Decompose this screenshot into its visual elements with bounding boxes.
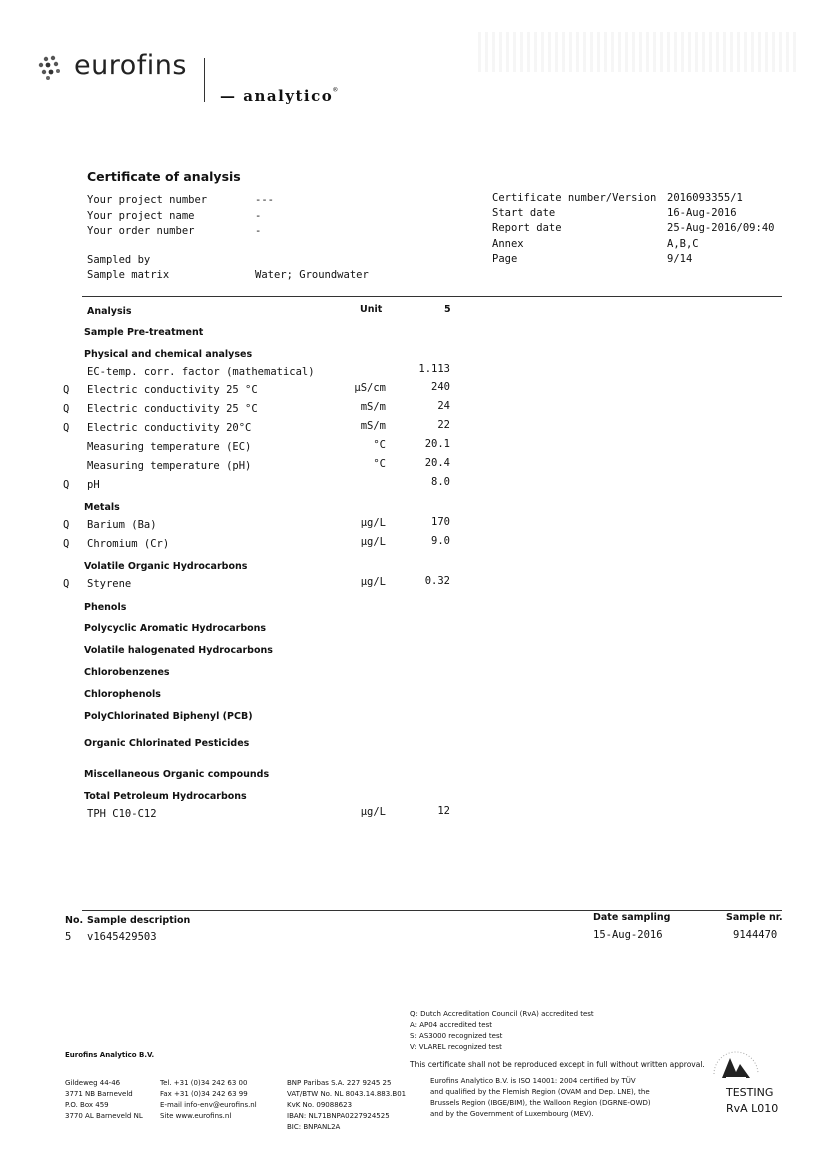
bank-line: KvK No. 09088623 (287, 1101, 353, 1109)
accreditation-flag: Q (63, 538, 70, 550)
accreditation-flag: Q (63, 384, 70, 396)
table-row-unit: µg/L (360, 806, 386, 818)
accreditation-legend (410, 1009, 594, 1053)
table-row-label: Measuring temperature (EC) (87, 441, 252, 453)
table-row-value: 0.32 (424, 575, 450, 587)
footer-address (65, 1078, 143, 1122)
certificate-label: Report date (492, 222, 562, 235)
table-group-heading: Phenols (84, 602, 127, 613)
table-row-value: 8.0 (431, 476, 450, 488)
sub-brand-name: — analytico (220, 87, 334, 105)
contact-line: Site www.eurofins.nl (160, 1112, 232, 1120)
table-row-value: 1.113 (418, 363, 450, 375)
table-group-heading: Polycyclic Aromatic Hydrocarbons (84, 623, 267, 634)
table-group-heading: Metals (84, 502, 120, 513)
table-row-value: 20.4 (424, 457, 450, 469)
certificate-label: Start date (492, 207, 556, 220)
table-group-heading: Miscellaneous Organic compounds (84, 769, 270, 780)
certificate-label: Page (492, 252, 518, 265)
table-group-heading: PolyChlorinated Biphenyl (PCB) (84, 711, 253, 722)
table-row-unit: mS/m (360, 401, 386, 413)
accreditation-flag: Q (63, 578, 70, 590)
table-row-value: 20.1 (424, 438, 450, 450)
contact-line: Tel. +31 (0)34 242 63 00 (160, 1079, 248, 1087)
iso-line: and qualified by the Flemish Region (OVAM and Dep. LNE), the (430, 1088, 650, 1096)
col-unit: Unit (360, 304, 383, 315)
table-row-unit: °C (373, 458, 386, 470)
table-row-value: 24 (437, 400, 450, 412)
project-label: Your project name (87, 209, 195, 222)
rva-code: RvA L010 (726, 1102, 779, 1115)
col-sample-nr: Sample nr. (726, 912, 783, 923)
sample-info-label: Sample matrix (87, 269, 170, 281)
col-sample: 5 (444, 304, 451, 315)
sample-table-rule (82, 910, 782, 911)
table-row-label: Electric conductivity 25 °C (87, 384, 258, 396)
certificate-value: A,B,C (667, 237, 699, 250)
col-description: Sample description (87, 915, 191, 926)
table-row-label: TPH C10-C12 (87, 808, 157, 820)
table-row-value: 22 (437, 419, 450, 431)
table-top-rule (82, 296, 782, 297)
table-row-unit: µg/L (360, 576, 386, 588)
table-row-value: 12 (437, 805, 450, 817)
sub-brand (220, 86, 337, 105)
sample-info-label: Sampled by (87, 254, 151, 266)
table-group-heading: Chlorobenzenes (84, 667, 170, 678)
contact-line: E-mail info-env@eurofins.nl (160, 1101, 257, 1109)
table-row-label: pH (87, 479, 100, 491)
table-row-label: Barium (Ba) (87, 519, 157, 531)
rva-mark-icon (706, 1044, 766, 1084)
table-group-heading: Physical and chemical analyses (84, 349, 253, 360)
table-row-unit: °C (373, 439, 386, 451)
sample-number: 9144470 (733, 929, 778, 941)
iso-line: and by the Government of Luxembourg (MEV). (430, 1110, 594, 1118)
project-label: Your project number (87, 194, 208, 206)
certificate-value: 25-Aug-2016/09:40 (667, 222, 775, 235)
address-line: 3771 NB Barneveld (65, 1090, 133, 1098)
col-date-sampling: Date sampling (593, 912, 671, 923)
table-row-label: Electric conductivity 20°C (87, 422, 252, 434)
project-value: - (255, 225, 262, 237)
footer-contact (160, 1078, 257, 1122)
contact-line: Fax +31 (0)34 242 63 99 (160, 1090, 248, 1098)
accreditation-flag: Q (63, 519, 70, 531)
iso-line: Brussels Region (IBGE/BIM), the Walloon Region (DGRNE-OWD) (430, 1099, 651, 1107)
address-line: Gildeweg 44-46 (65, 1079, 121, 1087)
table-group-heading: Total Petroleum Hydrocarbons (84, 791, 247, 802)
sample-date: 15-Aug-2016 (593, 929, 663, 941)
table-row-label: Styrene (87, 578, 132, 590)
registered-mark: ® (333, 86, 338, 94)
table-row-label: Measuring temperature (pH) (87, 460, 252, 472)
sample-info-value: Water; Groundwater (255, 269, 369, 281)
bank-line: VAT/BTW No. NL 8043.14.883.B01 (287, 1090, 407, 1098)
address-line: 3770 AL Barneveld NL (65, 1112, 143, 1120)
bank-line: BNP Paribas S.A. 227 9245 25 (287, 1079, 392, 1087)
col-analysis: Analysis (87, 306, 132, 317)
legend-line: S: AS3000 recognized test (410, 1032, 503, 1040)
page-title: Certificate of analysis (87, 169, 241, 184)
iso-line: Eurofins Analytico B.V. is ISO 14001: 2004 certified by TÜV (430, 1077, 636, 1085)
legend-line: Q: Dutch Accreditation Council (RvA) accredited test (410, 1010, 594, 1018)
certificate-value: 2016093355/1 (667, 192, 743, 204)
table-row-unit: mS/m (360, 420, 386, 432)
footer-bank (287, 1078, 406, 1133)
legend-line: V: VLAREL recognized test (410, 1043, 502, 1051)
table-row-unit: µS/cm (354, 382, 386, 394)
certificate-value: 9/14 (667, 252, 693, 265)
footer-iso (430, 1076, 651, 1120)
table-row-unit: µg/L (360, 517, 386, 529)
project-label: Your order number (87, 225, 195, 237)
bank-line: BIC: BNPANL2A (287, 1123, 341, 1131)
footer-company: Eurofins Analytico B.V. (65, 1051, 155, 1059)
accreditation-flag: Q (63, 479, 70, 491)
col-no: No. (65, 915, 84, 926)
brand-name: eurofins (74, 50, 187, 81)
table-row-label: Electric conductivity 25 °C (87, 403, 258, 415)
table-group-heading: Volatile Organic Hydrocarbons (84, 561, 248, 572)
logo-divider (204, 58, 205, 102)
table-group-heading: Organic Chlorinated Pesticides (84, 738, 250, 749)
rva-testing: TESTING (726, 1086, 774, 1099)
rva-logo (700, 1044, 780, 1124)
table-row-value: 240 (431, 381, 450, 393)
accreditation-flag: Q (63, 422, 70, 434)
accreditation-flag: Q (63, 403, 70, 415)
table-group-heading: Volatile halogenated Hydrocarbons (84, 645, 273, 656)
table-row-unit: µg/L (360, 536, 386, 548)
project-value: --- (255, 194, 274, 206)
eurofins-dots-icon (36, 54, 68, 86)
reproduction-note: This certificate shall not be reproduced except in full without written approval. (410, 1060, 705, 1069)
header-watermark (478, 32, 798, 72)
project-value: - (255, 209, 262, 222)
table-row-label: Chromium (Cr) (87, 538, 170, 550)
certificate-label: Annex (492, 237, 524, 250)
sample-description: v1645429503 (87, 931, 157, 943)
table-row-label: EC-temp. corr. factor (mathematical) (87, 366, 315, 378)
table-row-value: 9.0 (431, 535, 450, 547)
certificate-label: Certificate number/Version (492, 192, 657, 204)
address-line: P.O. Box 459 (65, 1101, 109, 1109)
eurofins-logo (36, 50, 206, 90)
sample-no: 5 (65, 931, 72, 943)
certificate-value: 16-Aug-2016 (667, 207, 737, 220)
bank-line: IBAN: NL71BNPA0227924525 (287, 1112, 390, 1120)
table-row-value: 170 (431, 516, 450, 528)
legend-line: A: AP04 accredited test (410, 1021, 492, 1029)
table-group-heading: Sample Pre-treatment (84, 327, 204, 338)
table-group-heading: Chlorophenols (84, 689, 161, 700)
